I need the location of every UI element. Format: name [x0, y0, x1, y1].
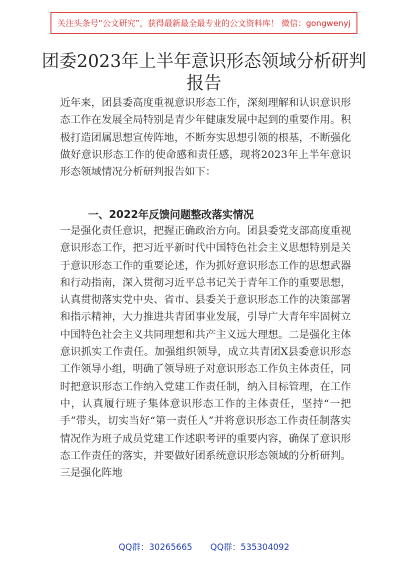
- document-title: 团委2023年上半年意识形态领域分析研判: [41, 52, 367, 72]
- section-heading: 一、2022年反馈问题整改落实情况: [88, 209, 254, 221]
- promo-banner: 关注头条号“公文研究”，获得最新最全最专业的公文资料库！ 微信：gongwenyj: [50, 12, 357, 34]
- section-body-paragraph: 一是强化责任意识，把握正确政治方向。团县委党支部高度重视意识形态工作，把习近平新时代中国特色社会主义思想特别是关于意识形态工作的重要论述，作为抓好意识形态工作的思想武器和行动指南，深入贯彻习近平总书记关于青年工作的重要思想，认真贯彻落实党中央、省市、县委关于意识形态工作的决策部署和指示精神，大力推进共青团事业发展，引导广大青年牢固树立中国特色社会主义共同理想和共产主义远大理想。二是强化主体意识抓实工作责任。加强组织领导，成立共青团X县委意识形态工作领导小组，明确了领导班子对意识形态工作负主体责任，同时把意识形态工作纳入党建工作责任制，纳入目标管理，在工作中，认真履行班子集体意识形态工作的主体责任，坚持“一把手”带头，切实当好“第一责任人”并将意识形态工作责任制落实情况作为班子成员党建工作述职考评的重要内容，确保了意识形态工作责任的落实，并要做好团系统意识形态领域的分析研判。三是强化阵地: [60, 225, 351, 480]
- footer-qq-group-2: QQ群：535304092: [210, 543, 290, 553]
- page-footer: [0, 542, 408, 554]
- intro-paragraph: 近年来，团县委高度重视意识形态工作，深刻理解和认识意识形态工作在发展全局特别是青少年健康发展中起到的重要作用。积极打造团属思想宣传阵地，不断夯实思想引领的根基，不断强化做好意识形态工作的使命感和责任感，现将2023年上半年意识形态领域情况分析研判报告如下：: [60, 97, 351, 179]
- footer-qq-group-1: QQ群：30265665: [118, 543, 193, 553]
- document-title-continued: 报告: [186, 74, 222, 94]
